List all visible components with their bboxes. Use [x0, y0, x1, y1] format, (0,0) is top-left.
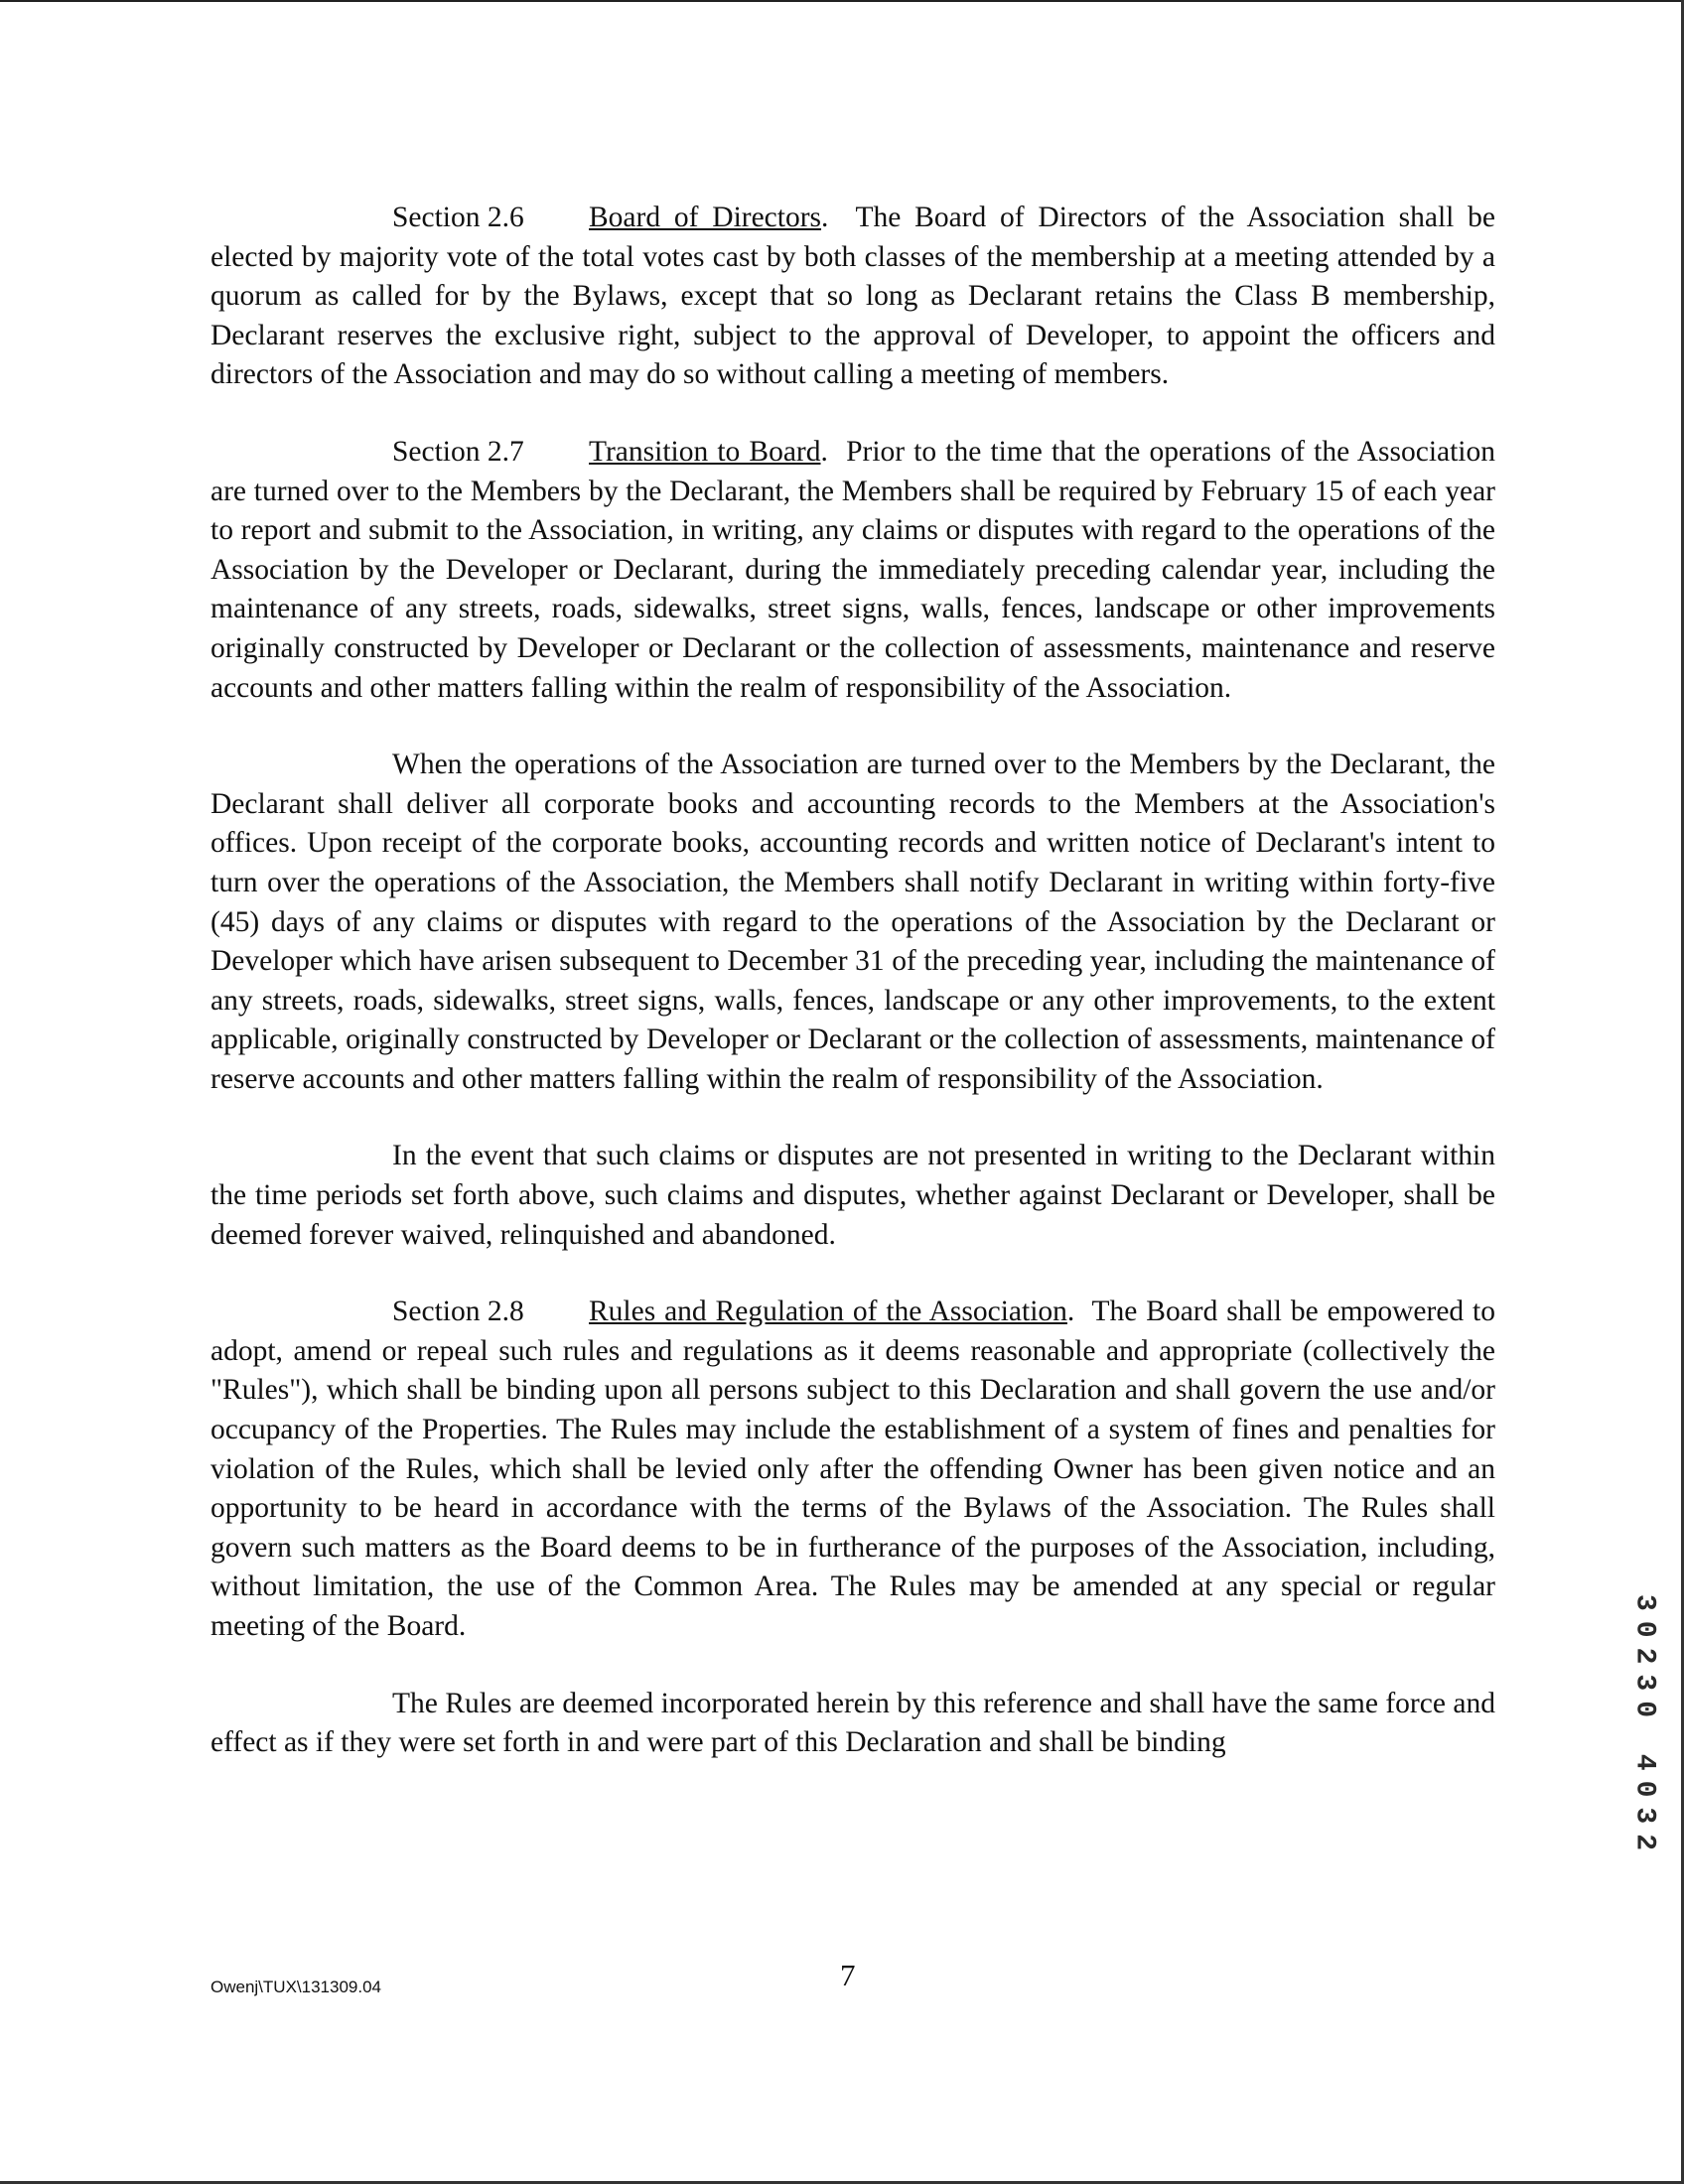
footer-document-id: Owenj\TUX\131309.04 [210, 1978, 381, 1996]
section-2-6-paragraph: Section 2.6 Board of Directors. The Board of Directors of the Association shall be elected by majority vote of the total votes cast by both classes of the membership at a meeting attended by a quorum as called for by the Bylaws, except that so long as Declarant retains the Class B membership, Declarant reserves the exclusive right, subject to the approval of Developer, to appoint the officers and directors of the Association and may do so without calling a meeting of members. [210, 199, 1495, 395]
document-body [210, 199, 1495, 1801]
margin-stamp-text: 30230 4032 [1628, 1593, 1660, 1861]
paragraph-text: The Rules are deemed incorporated herein by this reference and shall have the same force and effect as if they were set forth in and were part of this Declaration and shall be binding [210, 1687, 1495, 1759]
section-2-7-paragraph: Section 2.7 Transition to Board. Prior to the time that the operations of the Association are turned over to the Members by the Declarant, the Members shall be required by February 15 of each year to report and submit to the Association, in writing, any claims or disputes with regard to the operations of the Association by the Developer or Declarant, during the immediately preceding calendar year, including the maintenance of any streets, roads, sidewalks, street signs, walls, fences, landscape or other improvements originally constructed by Developer or Declarant or the collection of assessments, maintenance and reserve accounts and other matters falling within the realm of responsibility of the Association. [210, 433, 1495, 708]
paragraph-text: Prior to the time that the operations of the Association are turned over to the Members by the Declarant, the Members shall be required by February 15 of each year to report and submit to the Association, in writing, any claims or disputes with regard to the operations of the Association by the Developer or Declarant, during the immediately preceding calendar year, including the maintenance of any streets, roads, sidewalks, street signs, walls, fences, landscape or other improvements originally constructed by Developer or Declarant or the collection of assessments, maintenance and reserve accounts and other matters falling within the realm of responsibility of the Association. [210, 435, 1495, 704]
waiver-paragraph [210, 1137, 1495, 1255]
page-number: 7 [840, 1958, 856, 1992]
turnover-paragraph [210, 746, 1495, 1099]
section-number: Section 2.7 [392, 435, 524, 468]
paragraph-text: In the event that such claims or disputes are not presented in writing to the Declarant within the time periods set forth above, such claims and disputes, whether against Declarant or Developer, shall be deemed forever waived, relinquished and abandoned. [210, 1140, 1495, 1251]
scan-edge-top [0, 0, 1684, 2]
section-2-8-paragraph: Section 2.8 Rules and Regulation of the Association. The Board shall be empowered to adopt, amend or repeal such rules and regulations as it deems reasonable and appropriate (collectively the "Rules"), which shall be binding upon all persons subject to this Declaration and shall govern the use and/or occupancy of the Properties. The Rules may include the establishment of a system of fines and penalties for violation of the Rules, which shall be levied only after the offending Owner has been given notice and an opportunity to be heard in accordance with the terms of the Bylaws of the Association. The Rules shall govern such matters as the Board deems to be in furtherance of the purposes of the Association, including, without limitation, the use of the Common Area. The Rules may be amended at any special or regular meeting of the Board. [210, 1293, 1495, 1646]
section-title: Rules and Regulation of the Association [589, 1296, 1067, 1328]
section-number: Section 2.6 [392, 202, 524, 233]
section-title: Transition to Board [589, 435, 821, 468]
paragraph-text: The Board shall be empowered to adopt, amend or repeal such rules and regulations as it deems reasonable and appropriate (collectively the "Rules"), which shall be binding upon all persons subject to this Declaration and shall govern the use and/or occupancy of the Properties. The Rules may include the establishment of a system of fines and penalties for violation of the Rules, which shall be levied only after the offending Owner has been given notice and an opportunity to be heard in accordance with the terms of the Bylaws of the Association. The Rules shall govern such matters as the Board deems to be in furtherance of the purposes of the Association, including, without limitation, the use of the Common Area. The Rules may be amended at any special or regular meeting of the Board. [210, 1296, 1495, 1642]
margin-recording-stamp [1622, 1559, 1666, 1896]
section-title: Board of Directors [589, 202, 822, 233]
section-number: Section 2.8 [392, 1296, 524, 1328]
paragraph-text: The Board of Directors of the Association shall be elected by majority vote of the total votes cast by both classes of the membership at a meeting attended by a quorum as called for by the Bylaws, except that so long as Declarant retains the Class B membership, Declarant reserves the exclusive right, subject to the approval of Developer, to appoint the officers and directors of the Association and may do so without calling a meeting of members. [210, 202, 1495, 391]
paragraph-text: When the operations of the Association are turned over to the Members by the Declarant, the Declarant shall deliver all corporate books and accounting records to the Members at the Association's offices. Upon receipt of the corporate books, accounting records and written notice of Declarant's intent to turn over the operations of the Association, the Members shall notify Declarant in writing within forty-five (45) days of any claims or disputes with regard to the operations of the Association by the Declarant or Developer which have arisen subsequent to December 31 of the preceding year, including the maintenance of any streets, roads, sidewalks, street signs, walls, fences, landscape or any other improvements, to the extent applicable, originally constructed by Developer or Declarant or the collection of assessments, maintenance of reserve accounts and other matters falling within the realm of responsibility of the Association. [210, 749, 1495, 1095]
rules-incorporation-paragraph [210, 1685, 1495, 1763]
